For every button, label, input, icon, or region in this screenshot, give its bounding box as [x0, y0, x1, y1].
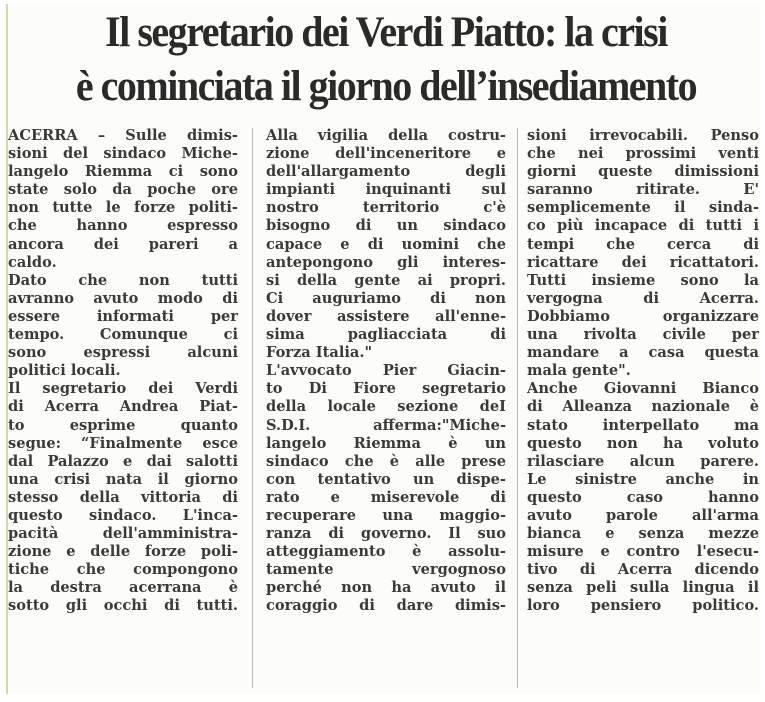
column-divider	[517, 128, 518, 688]
text-line: stato interpellato ma	[527, 416, 759, 434]
text-line: di Alleanza nazionale è	[527, 398, 759, 416]
text-line: questo caso hanno	[527, 488, 759, 506]
text-line: langelo Riemma ci sono	[8, 163, 238, 181]
text-line: dal Palazzo e dai salotti	[8, 452, 238, 470]
text-line: Le sinistre anche in	[527, 470, 759, 488]
text-line: bianca e senza mezze	[527, 525, 759, 543]
text-line: sima pagliacciata di	[266, 326, 506, 344]
text-line: atteggiamento è assolu-	[266, 543, 506, 561]
text-line: rato e miserevole di	[266, 488, 506, 506]
text-line: politici locali.	[8, 362, 121, 380]
text-line: capace e di uomini che	[266, 235, 506, 253]
text-line: Anche Giovanni Bianco	[527, 380, 759, 398]
text-line: sono espressi alcuni	[8, 344, 238, 362]
text-line: sioni del sindaco Miche-	[8, 145, 238, 163]
article-headline	[40, 6, 732, 114]
text-line: dover assistere all'enne-	[266, 307, 506, 325]
text-line: zione e delle forze poli-	[8, 543, 238, 561]
text-line: coraggio di dare dimis-	[266, 597, 506, 615]
text-line: L'avvocato Pier Giacin-	[266, 362, 506, 380]
text-line: si della gente ai propri.	[266, 271, 506, 289]
text-line: tiche che compongono	[8, 561, 238, 579]
text-line: questo sindaco. L'inca-	[8, 506, 238, 524]
text-line: misure e contro l'esecu-	[527, 543, 759, 561]
text-line: questo non ha voluto	[527, 434, 759, 452]
text-line: ACERRA – Sulle dimis-	[8, 127, 238, 144]
article-column-3	[527, 127, 759, 616]
text-line: giorni queste dimissioni	[527, 163, 759, 181]
text-line: caldo.	[8, 253, 57, 271]
text-line: avranno avuto modo di	[8, 289, 238, 307]
text-line: pacità dell'amministra-	[8, 525, 238, 543]
text-line: state solo da poche ore	[8, 181, 238, 199]
text-line: sindaco che è alle prese	[266, 452, 506, 470]
text-line: Alla vigilia della costru-	[266, 127, 506, 144]
text-line: langelo Riemma è un	[266, 434, 506, 452]
text-line: Forza Italia."	[266, 344, 373, 362]
text-line: to esprime quanto	[8, 416, 238, 434]
text-line: ancora dei pareri a	[8, 235, 238, 253]
text-line: che hanno espresso	[8, 217, 238, 235]
text-line: antepongono gli interes-	[266, 253, 506, 271]
text-line: vergogna di Acerra.	[527, 289, 759, 307]
newspaper-clipping	[6, 4, 760, 694]
text-line: Tutti insieme sono la	[527, 271, 759, 289]
headline-line-2: è cominciata il giorno dell’insediamento	[75, 63, 697, 110]
text-line: con tentativo un dispe-	[266, 470, 506, 488]
text-line: di Acerra Andrea Piat-	[8, 398, 238, 416]
text-line: stesso della vittoria di	[8, 488, 238, 506]
text-line: impianti inquinanti sul	[266, 181, 506, 199]
text-line: sotto gli occhi di tutti.	[8, 597, 238, 615]
text-line: to Di Fiore segretario	[266, 380, 506, 398]
text-line: Dobbiamo organizzare	[527, 307, 759, 325]
text-line: ricattare dei ricattatori.	[527, 253, 759, 271]
text-line: non tutte le forze politi-	[8, 199, 238, 217]
text-line: bisogno di un sindaco	[266, 217, 506, 235]
text-line: senza peli sulla lingua il	[527, 579, 759, 597]
text-line: nostro territorio c'è	[266, 199, 506, 217]
text-line: S.D.I. afferma:"Miche-	[266, 416, 506, 434]
text-line: ranza di governo. Il suo	[266, 525, 506, 543]
text-line: perché non ha avuto il	[266, 579, 506, 597]
text-line: tempi che cerca di	[527, 235, 759, 253]
text-line: rilasciare alcun parere.	[527, 452, 759, 470]
text-line: co più incapace di tutti i	[527, 217, 759, 235]
text-line: zione dell'inceneritore e	[266, 145, 506, 163]
text-line: Dato che non tutti	[8, 271, 238, 289]
headline-line-1: Il segretario dei Verdi Piatto: la crisi	[105, 9, 667, 56]
text-line: la destra acerrana è	[8, 579, 238, 597]
article-column-1	[8, 127, 238, 616]
text-line: segue: “Finalmente esce	[8, 434, 238, 452]
text-line: avuto parole all'arma	[527, 506, 759, 524]
text-line: Il segretario dei Verdi	[8, 380, 238, 398]
text-line: una rivolta civile per	[527, 326, 759, 344]
text-line: recuperare una maggio-	[266, 506, 506, 524]
column-divider	[252, 128, 253, 688]
text-line: una crisi nata il giorno	[8, 470, 238, 488]
text-line: mala gente".	[527, 362, 631, 380]
text-line: Ci auguriamo di non	[266, 289, 506, 307]
text-line: tivo di Acerra dicendo	[527, 561, 759, 579]
text-line: tamente vergognoso	[266, 561, 506, 579]
text-line: sioni irrevocabili. Penso	[527, 127, 759, 144]
text-line: loro pensiero politico.	[527, 597, 759, 615]
text-line: dell'allargamento degli	[266, 163, 506, 181]
article-column-2	[266, 127, 506, 616]
text-line: saranno ritirate. E'	[527, 181, 759, 199]
text-line: semplicemente il sinda-	[527, 199, 759, 217]
text-line: tempo. Comunque ci	[8, 326, 238, 344]
text-line: essere informati per	[8, 307, 238, 325]
text-line: che nei prossimi venti	[527, 145, 759, 163]
text-line: mandare a casa questa	[527, 344, 759, 362]
text-line: della locale sezione deI	[266, 398, 506, 416]
